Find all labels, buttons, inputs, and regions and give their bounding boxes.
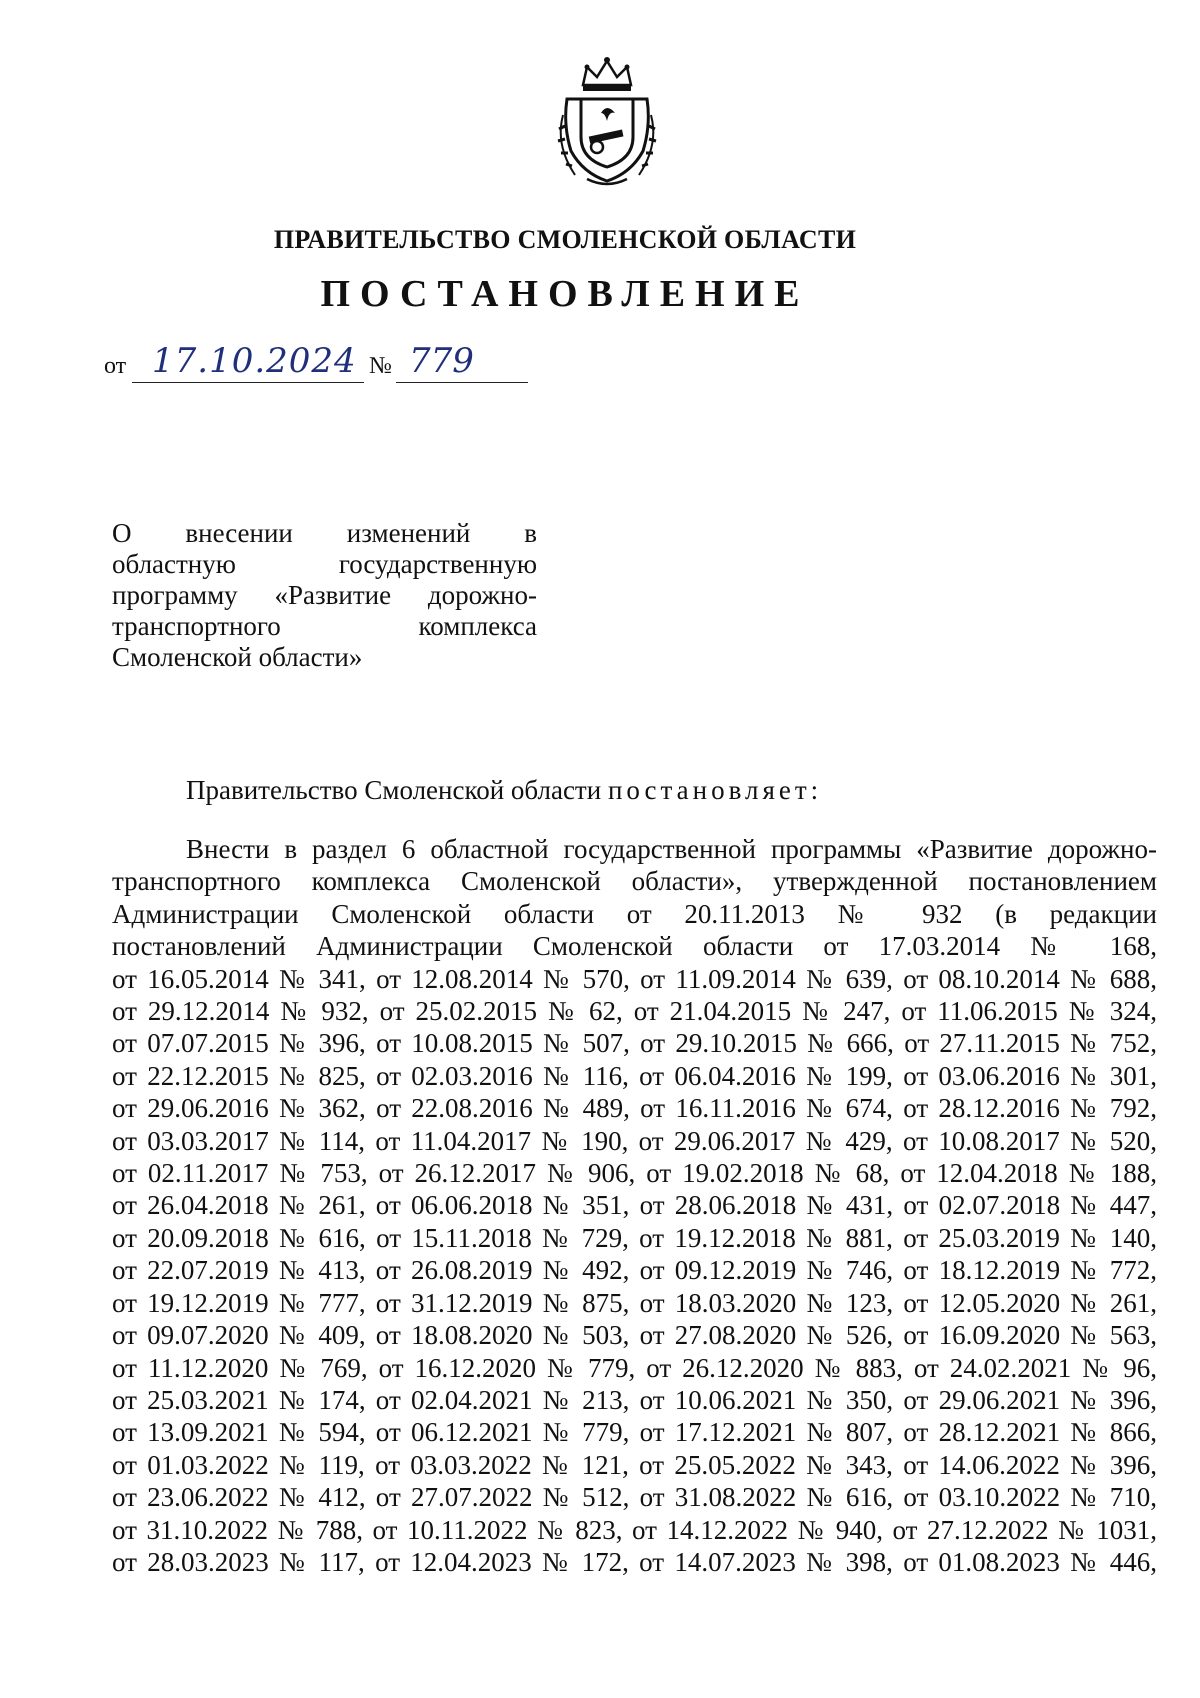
- body-line: от 28.03.2023 № 117, от 12.04.2023 № 172, от 14.07.2023 № 398, от 01.08.2023 № 446,: [112, 1546, 1157, 1577]
- coat-of-arms-icon: [553, 55, 661, 190]
- body-line: Внести в раздел 6 областной государственной программы «Развитие дорожно-: [186, 834, 1157, 864]
- body-line: от 20.09.2018 № 616, от 15.11.2018 № 729, от 19.12.2018 № 881, от 25.03.2019 № 140,: [112, 1222, 1157, 1253]
- date-label: от: [104, 353, 127, 379]
- body-line: от 02.11.2017 № 753, от 26.12.2017 № 906, от 19.02.2018 № 68, от 12.04.2018 № 188,: [112, 1158, 1157, 1189]
- body-line: от 23.06.2022 № 412, от 27.07.2022 № 512, от 31.08.2022 № 616, от 03.10.2022 № 710,: [112, 1482, 1157, 1513]
- body-line: транспортного комплекса Смоленской области», утвержденной постановлением: [112, 866, 1157, 897]
- body-line: от 03.03.2017 № 114, от 11.04.2017 № 190, от 29.06.2017 № 429, от 10.08.2017 № 520,: [112, 1125, 1157, 1156]
- body-line: от 22.12.2015 № 825, от 02.03.2016 № 116, от 06.04.2016 № 199, от 03.06.2016 № 301,: [112, 1060, 1157, 1091]
- date-number-line: [104, 341, 534, 385]
- preamble-resolves: постановляет:: [607, 775, 823, 805]
- handwritten-date: 17.10.2024: [152, 341, 357, 381]
- body-line: от 19.12.2019 № 777, от 31.12.2019 № 875, от 18.03.2020 № 123, от 12.05.2020 № 261,: [112, 1287, 1157, 1318]
- body-line: от 29.12.2014 № 932, от 25.02.2015 № 62, от 21.04.2015 № 247, от 11.06.2015 № 324,: [112, 996, 1157, 1027]
- body-line: от 11.12.2020 № 769, от 16.12.2020 № 779, от 26.12.2020 № 883, от 24.02.2021 № 96,: [112, 1352, 1157, 1383]
- resolution-body: [112, 833, 1157, 1578]
- body-line: от 16.05.2014 № 341, от 12.08.2014 № 570, от 11.09.2014 № 639, от 08.10.2014 № 688,: [112, 963, 1157, 994]
- handwritten-number: 779: [409, 341, 474, 381]
- body-line: от 29.06.2016 № 362, от 22.08.2016 № 489, от 16.11.2016 № 674, от 28.12.2016 № 792,: [112, 1093, 1157, 1124]
- body-line: от 26.04.2018 № 261, от 06.06.2018 № 351, от 28.06.2018 № 431, от 02.07.2018 № 447,: [112, 1190, 1157, 1221]
- body-line: постановлений Администрации Смоленской области от 17.03.2014 № 168,: [112, 931, 1157, 962]
- body-line: от 01.03.2022 № 119, от 03.03.2022 № 121, от 25.05.2022 № 343, от 14.06.2022 № 396,: [112, 1449, 1157, 1480]
- body-line: от 07.07.2015 № 396, от 10.08.2015 № 507, от 29.10.2015 № 666, от 27.11.2015 № 752,: [112, 1028, 1157, 1059]
- subject-line: О внесении изменений в: [112, 518, 537, 548]
- subject-line: областную государственную: [112, 549, 537, 579]
- body-line: от 31.10.2022 № 788, от 10.11.2022 № 823, от 14.12.2022 № 940, от 27.12.2022 № 1031,: [112, 1514, 1157, 1545]
- preamble-text: Правительство Смоленской области: [186, 775, 602, 805]
- document-type-title: ПОСТАНОВЛЕНИЕ: [320, 273, 810, 315]
- government-title: ПРАВИТЕЛЬСТВО СМОЛЕНСКОЙ ОБЛАСТИ: [273, 225, 857, 254]
- number-label: №: [369, 353, 392, 379]
- subject-line: программу «Развитие дорожно-: [112, 580, 537, 610]
- preamble: [186, 775, 822, 806]
- body-line: Администрации Смоленской области от 20.11.2013 № 932 (в редакции: [112, 898, 1157, 929]
- body-line: от 13.09.2021 № 594, от 06.12.2021 № 779, от 17.12.2021 № 807, от 28.12.2021 № 866,: [112, 1417, 1157, 1448]
- subject-block: [112, 518, 537, 673]
- date-underline: [132, 382, 364, 383]
- subject-line: транспортного комплекса: [112, 611, 537, 641]
- number-underline: [396, 382, 528, 383]
- subject-line: Смоленской области»: [112, 642, 363, 672]
- body-line: от 25.03.2021 № 174, от 02.04.2021 № 213, от 10.06.2021 № 350, от 29.06.2021 № 396,: [112, 1384, 1157, 1415]
- body-line: от 22.07.2019 № 413, от 26.08.2019 № 492, от 09.12.2019 № 746, от 18.12.2019 № 772,: [112, 1255, 1157, 1286]
- body-line: от 09.07.2020 № 409, от 18.08.2020 № 503, от 27.08.2020 № 526, от 16.09.2020 № 563,: [112, 1320, 1157, 1351]
